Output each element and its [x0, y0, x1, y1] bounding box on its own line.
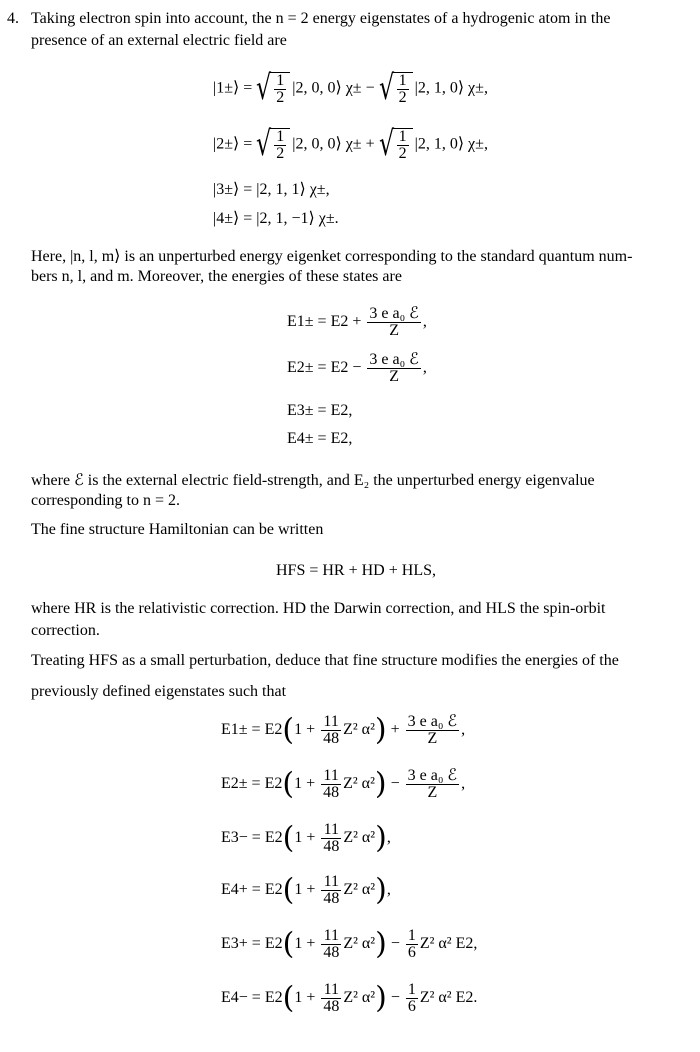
problem-number: 4.	[7, 10, 19, 27]
result-1-equation: E1± = E2(1 + $\frac{11}{48}$ Z² α²) + $\frac{\text{3 e a₀ ℰ}}{Z}$ ,	[221, 712, 466, 748]
intro-line-1: Taking electron spin into account, the n = 2 energy eigenstates of a hydrogenic atom in the	[31, 10, 611, 27]
sqrt-half: √ $\frac{1}{2}$	[379, 72, 413, 106]
where-line-1: where ℰ is the external electric field-strength, and E₂ the unperturbed energy eigenvalue	[31, 472, 595, 489]
here-line-1: Here, |n, l, m⟩ is an unperturbed energy eigenket corresponding to the standard quantum num-	[31, 248, 633, 265]
result-5-equation: E3+ = E2(1 + $\frac{11}{48}$ Z² α²) − $\frac{1}{6}$ Z² α² E2,	[221, 926, 478, 962]
here-line-2: bers n, l, and m. Moreover, the energies of these states are	[31, 268, 402, 285]
energy-4-equation: E4± = E2,	[287, 430, 353, 447]
state-4-equation: |4±⟩ = |2, 1, −1⟩ χ±.	[213, 210, 339, 227]
state-2-equation	[213, 124, 488, 164]
state-1-ket1: |2, 0, 0⟩ χ± −	[292, 79, 375, 97]
intro-line-2: presence of an external electric field are	[31, 32, 287, 49]
treat-line-2: previously defined eigenstates such that	[31, 683, 287, 700]
treat-line-1: Treating HFS as a small perturbation, deduce that fine structure modifies the energies of the	[31, 652, 619, 669]
sqrt-half: √ $\frac{1}{2}$	[256, 72, 290, 106]
where-line-2: corresponding to n = 2.	[31, 492, 180, 509]
energy-1-equation: E1± = E2 + $\frac{\text{3 e a₀ ℰ}}{Z}$ ,	[287, 305, 427, 339]
result-6-equation: E4− = E2(1 + $\frac{11}{48}$ Z² α²) − $\frac{1}{6}$ Z² α² E2.	[221, 980, 478, 1016]
state-2-lhs: |2±⟩ =	[213, 135, 253, 153]
energy-3-equation: E3± = E2,	[287, 402, 353, 419]
sqrt-half: √ $\frac{1}{2}$	[256, 128, 290, 162]
sqrt-half: √ $\frac{1}{2}$	[379, 128, 413, 162]
result-3-equation: E3− = E2(1 + $\frac{11}{48}$ Z² α²),	[221, 820, 391, 856]
state-1-equation	[213, 68, 488, 108]
state-2-ket2: |2, 1, 0⟩ χ±,	[414, 135, 488, 153]
state-1-ket2: |2, 1, 0⟩ χ±,	[414, 79, 488, 97]
state-3-equation: |3±⟩ = |2, 1, 1⟩ χ±,	[213, 181, 330, 198]
state-1-lhs: |1±⟩ =	[213, 79, 253, 97]
hr-line-1: where HR is the relativistic correction. HD the Darwin correction, and HLS the spin-orbit	[31, 600, 606, 617]
hfs-equation: HFS = HR + HD + HLS,	[276, 562, 436, 579]
result-4-equation: E4+ = E2(1 + $\frac{11}{48}$ Z² α²),	[221, 872, 391, 908]
energy-2-equation: E2± = E2 − $\frac{\text{3 e a₀ ℰ}}{Z}$ ,	[287, 351, 427, 385]
fs-line: The fine structure Hamiltonian can be written	[31, 521, 324, 538]
result-2-equation: E2± = E2(1 + $\frac{11}{48}$ Z² α²) − $\frac{\text{3 e a₀ ℰ}}{Z}$ ,	[221, 766, 466, 802]
hr-line-2: correction.	[31, 622, 100, 639]
state-2-ket1: |2, 0, 0⟩ χ± +	[292, 135, 375, 153]
